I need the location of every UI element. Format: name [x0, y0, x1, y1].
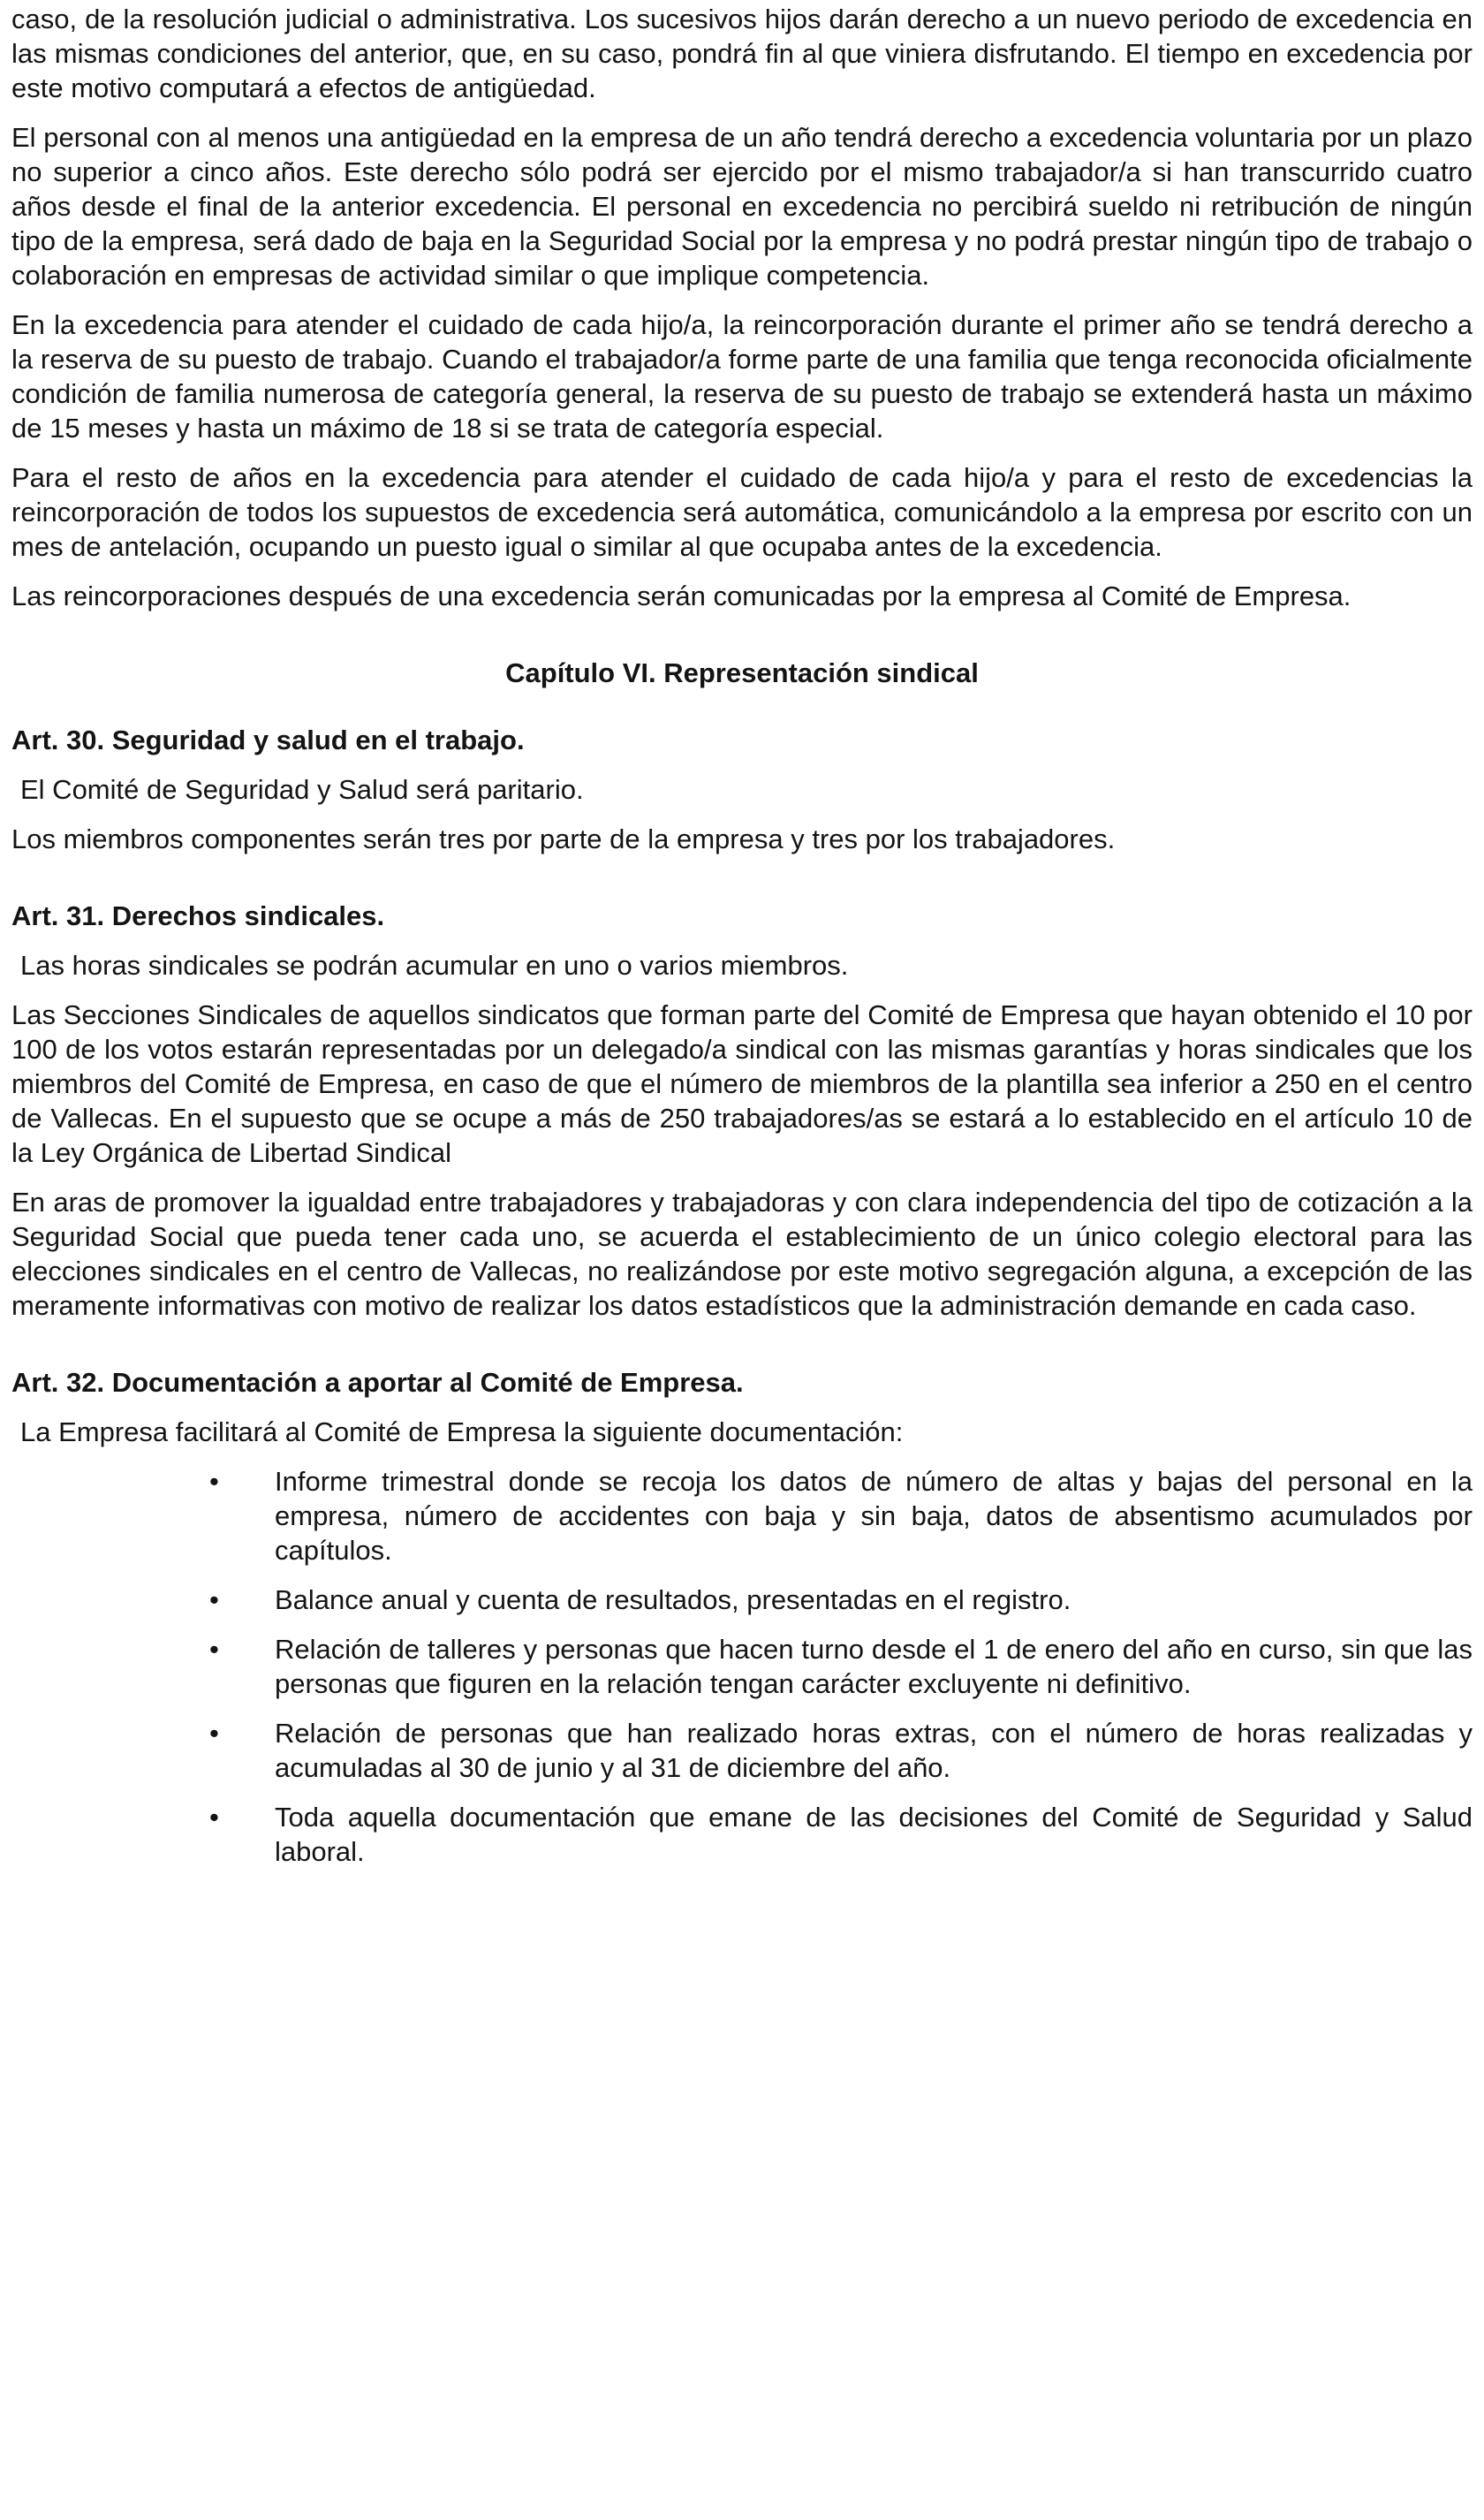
article-30-heading: Art. 30. Seguridad y salud en el trabajo.	[11, 725, 525, 755]
list-item-text: Balance anual y cuenta de resultados, presentadas en el registro.	[275, 1584, 1071, 1615]
paragraph-reincorporacion: Para el resto de años en la excedencia para atender el cuidado de cada hijo/a y para el resto de excedencias la reincorporación de todos los supuestos de excedencia será automática, comunicándolo a la empresa por escrito con un mes de antelación, ocupando un puesto igual o similar al que ocupaba antes de la excedencia.	[11, 462, 1473, 562]
documentation-list	[11, 1464, 1473, 1869]
article-31-paragraph-3: En aras de promover la igualdad entre trabajadores y trabajadoras y con clara independencia del tipo de cotización a la Seguridad Social que pueda tener cada uno, se acuerda el establecimiento de un único colegio electoral para las elecciones sindicales en el centro de Vallecas, no realizándose por este motivo segregación alguna, a excepción de las meramente informativas con motivo de realizar los datos estadísticos que la administración demande en cada caso.	[11, 1187, 1473, 1321]
paragraph-excedencia-voluntaria: El personal con al menos una antigüedad en la empresa de un año tendrá derecho a excedencia voluntaria por un plazo no superior a cinco años. Este derecho sólo podrá ser ejercido por el mismo trabajador/a si han transcurrido cuatro años desde el final de la anterior excedencia. El personal en excedencia no percibirá sueldo ni retribución de ningún tipo de la empresa, será dado de baja en la Seguridad Social por la empresa y no podrá prestar ningún tipo de trabajo o colaboración en empresas de actividad similar o que implique competencia.	[11, 122, 1473, 291]
bullet-icon: •	[209, 1802, 219, 1833]
article-32-heading: Art. 32. Documentación a aportar al Comité de Empresa.	[11, 1367, 744, 1398]
bullet-icon: •	[209, 1718, 219, 1749]
list-item	[11, 1583, 1473, 1617]
list-item-text: Informe trimestral donde se recoja los datos de número de altas y bajas del personal en la empresa, número de accidentes con baja y sin baja, datos de absentismo acumulados por capítulos.	[275, 1466, 1473, 1566]
chapter-title: Capítulo VI. Representación sindical	[505, 657, 979, 688]
list-item	[11, 1464, 1473, 1567]
list-item	[11, 1716, 1473, 1785]
bullet-icon: •	[209, 1584, 219, 1615]
article-31-paragraph-2: Las Secciones Sindicales de aquellos sindicatos que forman parte del Comité de Empresa que hayan obtenido el 10 por 100 de los votos estarán representadas por un delegado/a sindical con las mismas garantías y horas sindicales que los miembros del Comité de Empresa, en caso de que el número de miembros de la plantilla sea inferior a 250 en el centro de Vallecas. En el supuesto que se ocupe a más de 250 trabajadores/as se estará a lo establecido en el artículo 10 de la Ley Orgánica de Libertad Sindical	[11, 999, 1473, 1168]
article-30-paragraph-1: El Comité de Seguridad y Salud será paritario.	[20, 774, 584, 805]
paragraph-excedencia-hijos: caso, de la resolución judicial o administrativa. Los sucesivos hijos darán derecho a un nuevo periodo de excedencia en las mismas condiciones del anterior, que, en su caso, pondrá fin al que viniera disfrutando. El tiempo en excedencia por este motivo computará a efectos de antigüedad.	[11, 4, 1473, 103]
bullet-icon: •	[209, 1466, 219, 1497]
article-32-intro: La Empresa facilitará al Comité de Empresa la siguiente documentación:	[20, 1416, 904, 1447]
list-item	[11, 1632, 1473, 1701]
list-item-text: Toda aquella documentación que emane de las decisiones del Comité de Seguridad y Salud laboral.	[275, 1802, 1473, 1867]
list-item-text: Relación de talleres y personas que hacen turno desde el 1 de enero del año en curso, sin que las personas que figuren en la relación tengan carácter excluyente ni definitivo.	[275, 1634, 1473, 1699]
paragraph-reserva-puesto: En la excedencia para atender el cuidado de cada hijo/a, la reincorporación durante el primer año se tendrá derecho a la reserva de su puesto de trabajo. Cuando el trabajador/a forme parte de una familia que tenga reconocida oficialmente condición de familia numerosa de categoría general, la reserva de su puesto de trabajo se extenderá hasta un máximo de 15 meses y hasta un máximo de 18 si se trata de categoría especial.	[11, 309, 1473, 444]
article-31-heading: Art. 31. Derechos sindicales.	[11, 900, 385, 931]
list-item-text: Relación de personas que han realizado horas extras, con el número de horas realizadas y acumuladas al 30 de junio y al 31 de diciembre del año.	[275, 1718, 1473, 1783]
bullet-icon: •	[209, 1634, 219, 1665]
article-30-paragraph-2: Los miembros componentes serán tres por parte de la empresa y tres por los trabajadores.	[11, 824, 1116, 854]
article-31-paragraph-1: Las horas sindicales se podrán acumular en uno o varios miembros.	[20, 950, 849, 981]
paragraph-comunicacion-comite: Las reincorporaciones después de una excedencia serán comunicadas por la empresa al Comité de Empresa.	[11, 581, 1352, 611]
list-item	[11, 1800, 1473, 1869]
